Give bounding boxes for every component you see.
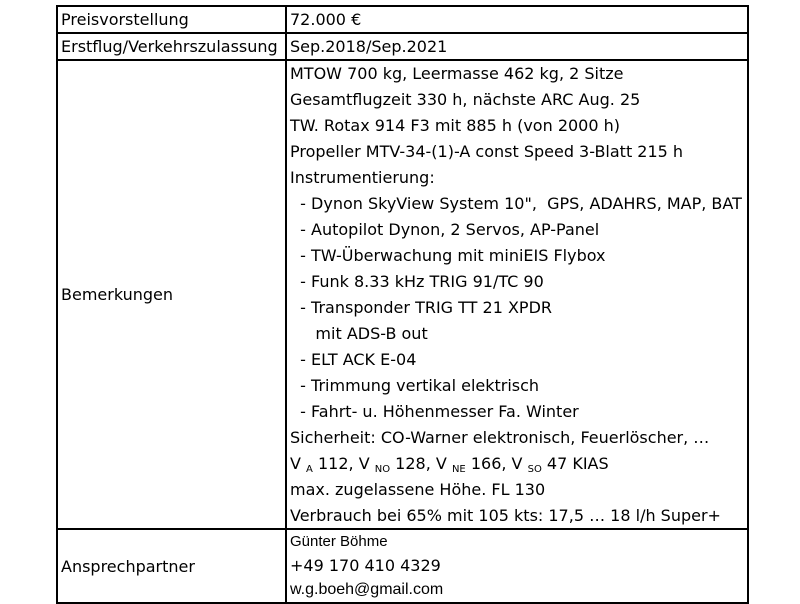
remark-line: Verbrauch bei 65% mit 105 kts: 17,5 … 18 l/h Super+ [290, 506, 721, 525]
remark-line: Gesamtflugzeit 330 h, nächste ARC Aug. 25 [290, 90, 641, 109]
contact-value [286, 529, 748, 603]
remark-line: - Transponder TRIG TT 21 XPDR [290, 298, 552, 317]
remark-line: - Fahrt- u. Höhenmesser Fa. Winter [290, 402, 579, 421]
remarks-label: Bemerkungen [57, 60, 286, 529]
remark-line: Propeller MTV-34-(1)-A const Speed 3-Blatt 215 h [290, 142, 684, 161]
table-row [57, 529, 748, 603]
speed-v: V [290, 454, 301, 473]
table-row [57, 60, 748, 529]
contact-label: Ansprechpartner [57, 529, 286, 603]
contact-email: w.g.boeh@gmail.com [290, 581, 444, 598]
firstflight-value: Sep.2018/Sep.2021 [286, 33, 748, 60]
speed-v: V [511, 454, 523, 473]
remark-line: - Dynon SkyView System 10", GPS, ADAHRS, MAP, BAT [290, 194, 742, 213]
aircraft-spec-table [56, 5, 749, 604]
speed-so-sub: SO [527, 464, 542, 475]
speed-v: V [358, 454, 370, 473]
remark-line: - Trimmung vertikal elektrisch [290, 376, 540, 395]
speed-no-sub: NO [374, 464, 391, 475]
contact-name: Günter Böhme [290, 533, 388, 550]
speed-ne-sub: NE [451, 464, 466, 475]
speed-a-val: 112, [312, 454, 359, 473]
speed-limits-line [290, 451, 745, 477]
firstflight-label: Erstflug/Verkehrszulassung [57, 33, 286, 60]
remark-line: max. zugelassene Höhe. FL 130 [290, 480, 546, 499]
remark-line: mit ADS-B out [290, 324, 428, 343]
speed-a-sub: A [306, 464, 313, 475]
table-row [57, 33, 748, 60]
remark-line: TW. Rotax 914 F3 mit 885 h (von 2000 h) [290, 116, 620, 135]
price-label: Preisvorstellung [57, 6, 286, 33]
remark-line: - Funk 8.33 kHz TRIG 91/TC 90 [290, 272, 544, 291]
table-row [57, 6, 748, 33]
remark-line: - TW-Überwachung mit miniEIS Flybox [290, 246, 606, 265]
price-value: 72.000 € [286, 6, 748, 33]
speed-ne-val: 166, [465, 454, 512, 473]
remark-line: Instrumentierung: [290, 168, 435, 187]
remarks-value [286, 60, 748, 529]
speed-v: V [435, 454, 447, 473]
speed-so-val: 47 KIAS [541, 454, 609, 473]
remark-line: - ELT ACK E-04 [290, 350, 417, 369]
remark-line: Sicherheit: CO-Warner elektronisch, Feuerlöscher, … [290, 428, 710, 447]
remark-line: MTOW 700 kg, Leermasse 462 kg, 2 Sitze [290, 64, 624, 83]
speed-no-val: 128, [390, 454, 436, 473]
remark-line: - Autopilot Dynon, 2 Servos, AP-Panel [290, 220, 600, 239]
contact-phone: +49 170 410 4329 [290, 556, 441, 575]
